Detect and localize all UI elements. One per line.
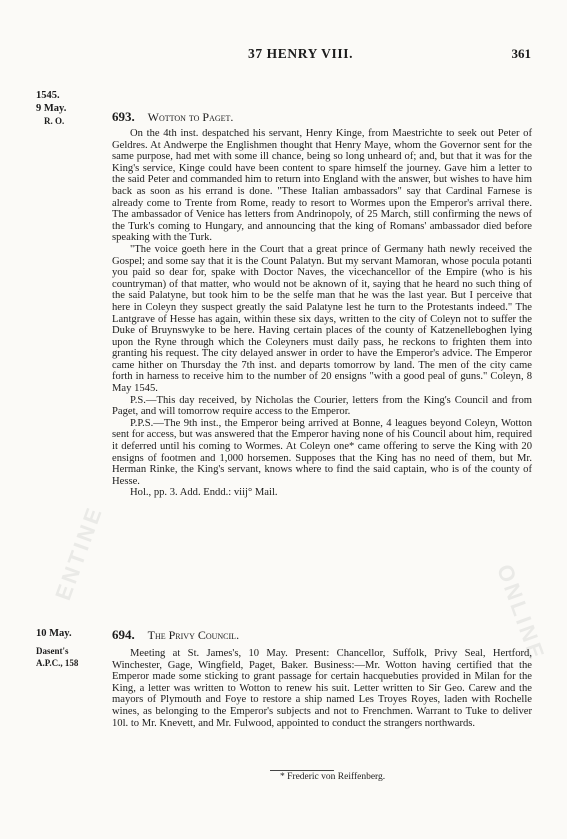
entry-correspondents: Wotton to Paget.	[147, 110, 234, 124]
endorsement: Hol., pp. 3. Add. Endd.: viij° Mail.	[130, 487, 278, 499]
paragraph: Meeting at St. James's, 10 May. Present: Chancellor, Suffolk, Privy Seal, Hertford, Winchester, Gage, Wingfield, Paget, Baker. Business:—Mr. Wotton having certified that the Emperor made some sticking to grant passage for certain hacquebuties provided in Milan for the King, a letter was written to Wotton to renew his suit. Letter written to Sir Geo. Carew and the mayors of Plymouth and Foye to restore a ship named Les Troyes Royes, laden with Rochelle wines, as belonging to the Emperor's subjects and not to Frenchmen. Warrant to Tuke to deliver 10l. to Mr. Knevett, and Mr. Fulwood, appointed to conduct the strangers northwards.	[112, 648, 532, 729]
entry-693-body	[112, 128, 532, 499]
paragraph: P.S.—This day received, by Nicholas the Courier, letters from the King's Council and from Paget, and will tomorrow require access to the Emperor.	[112, 394, 532, 418]
margin-source: Dasent's	[36, 645, 69, 656]
entry-694-margin	[36, 628, 98, 670]
margin-year: 1545.	[36, 90, 60, 101]
page-title: 37 HENRY VIII.	[248, 46, 354, 61]
entry-694-body	[112, 648, 532, 729]
entry-693-heading	[112, 109, 532, 125]
running-header	[0, 46, 567, 66]
paragraph: P.P.S.—The 9th inst., the Emperor being arrived at Bonne, 4 leagues beyond Coleyn, Wotton sent for access, but was answered that the Emperor having none of his Council about him, required it deferred until his coming to Wormes. At Coleyn one* came offering to serve the King with 20 ensigns of footmen and 1,000 horsemen. Supposes that the King has no need of them, but Mr. Herman Rinke, the King's servant, knows where to find the said captain, who is of the county of Hesse.	[112, 417, 532, 487]
margin-source: R. O.	[44, 116, 65, 126]
paragraph: On the 4th inst. despatched his servant, Henry Kinge, from Maestrichte to seek out Peter of Geldres. At Andwerpe the Englishmen thought that Henry Maye, whom the Governor sent for the same purpose, had met with some ill chance, being so long unheard of; and, but that it was for the King's service, Kinge could have been content to spare himself the journey. Gave him a letter to the said Peter and commanded him to return into England with the answer, but wishes to have him back as soon as his errand is done. "These Italian ambassadors" say that Cardinal Farnese is already come to Trente from Rome, ready to resort to Wormes upon the Emperor's arrival there. The ambassador of Venice has letters from Andrinopoly, of 25 March, still confirming the news of the Turk's coming to Hungary, and announcing that the king of Romans' ambassador died before speaking with the Turk.	[112, 128, 532, 244]
paragraph: "The voice goeth here in the Court that a great prince of Germany hath newly received the Gospel; and some say that it is the Count Palatyn. But my servant Mamoran, whose pocula potanti you paid so dear for, spake with Doctor Naves, the vicechancellor of the Empire (who is his countryman) of that matter, who would not be aknown of it, saying that he heard no such thing of the said Palatyne, but took him to be the selfe man that he was the last year. But I perceive that here in Coleyn they suspect greatly the said Palatyne lest he turn to the Protestants indeed." The Lantgrave of Hesse has again, within these six days, written to the city of Coleyn not to suffer the Duke of Bruynswyke to be here. Having certain places of the county of Katzenelleboghen lying upon the Ryne through which the Coleyners must daily pass, he reckons to frighten them into granting his request. The city delayed answer in order to have the Emperor's advice. The Emperor came hither on Thursday the 7th inst. and departs tomorrow by land. The men of the city came forth in harness to receive him to the number of 20 ensigns "with a good peal of guns." Coleyn, 8 May 1545.	[112, 243, 532, 395]
entry-number: 693.	[112, 109, 135, 124]
watermark-left: ENTINE	[50, 502, 108, 604]
watermark-right: ONLINE	[491, 561, 551, 665]
margin-source: A.P.C., 158	[36, 658, 79, 668]
entry-693-margin	[36, 90, 98, 128]
page-number: 361	[511, 46, 531, 61]
footnote-rule	[270, 770, 334, 771]
margin-date: 10 May.	[36, 628, 72, 639]
footnote: * Frederic von Reiffenberg.	[280, 772, 386, 782]
entry-694-heading	[112, 627, 532, 643]
entry-correspondents: The Privy Council.	[147, 628, 240, 642]
entry-number: 694.	[112, 627, 135, 642]
margin-date: 9 May.	[36, 102, 67, 114]
